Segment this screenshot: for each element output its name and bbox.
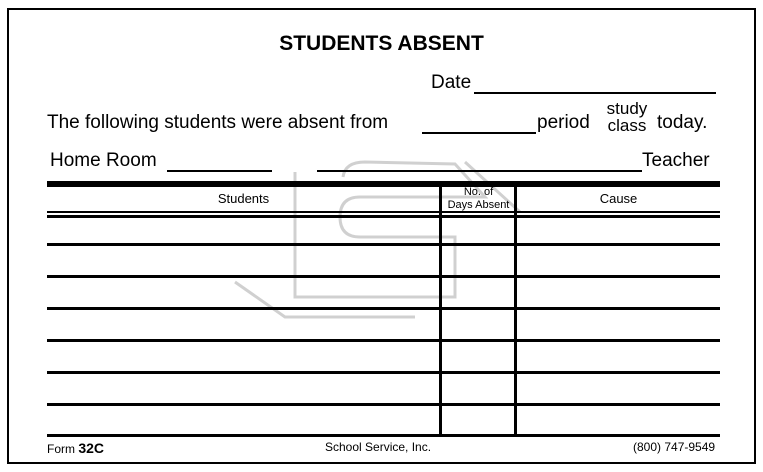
absent-from-label: The following students were absent from — [47, 112, 389, 133]
company-name: School Service, Inc. — [325, 440, 432, 454]
column-header-students: Students — [217, 191, 270, 206]
today-label: today. — [657, 112, 708, 133]
form-number — [47, 440, 104, 456]
phone-number: (800) 747-9549 — [633, 440, 716, 454]
table-row[interactable] — [47, 339, 720, 342]
days-absent-line2: Days Absent — [447, 199, 510, 211]
header-double-rule-top — [47, 211, 720, 213]
form-title: STUDENTS ABSENT — [279, 32, 484, 55]
table-row[interactable] — [47, 275, 720, 278]
column-header-cause: Cause — [599, 191, 638, 206]
period-label: period — [537, 112, 590, 133]
form-border — [7, 8, 756, 464]
date-field[interactable] — [474, 92, 716, 94]
table-top-rule — [47, 181, 720, 187]
period-field[interactable] — [422, 132, 536, 134]
column-divider-2 — [514, 181, 517, 436]
days-absent-line1: No. of — [463, 186, 494, 198]
table-row[interactable] — [47, 403, 720, 406]
teacher-label: Teacher — [642, 150, 710, 171]
study-class-option[interactable] — [601, 100, 653, 134]
column-divider-1 — [439, 181, 442, 436]
study-option[interactable]: study — [606, 99, 648, 118]
date-label: Date — [431, 72, 472, 93]
home-room-field[interactable] — [167, 170, 272, 172]
home-room-label: Home Room — [50, 150, 157, 171]
form-prefix: Form — [47, 442, 75, 456]
header-double-rule-bottom — [47, 215, 720, 218]
column-header-days-absent — [442, 186, 515, 212]
table-bottom-rule — [47, 434, 720, 437]
class-option[interactable]: class — [607, 116, 647, 135]
table-row[interactable] — [47, 371, 720, 374]
table-row[interactable] — [47, 243, 720, 246]
table-row[interactable] — [47, 307, 720, 310]
teacher-field[interactable] — [317, 170, 642, 172]
form-number-value: 32C — [78, 440, 105, 456]
